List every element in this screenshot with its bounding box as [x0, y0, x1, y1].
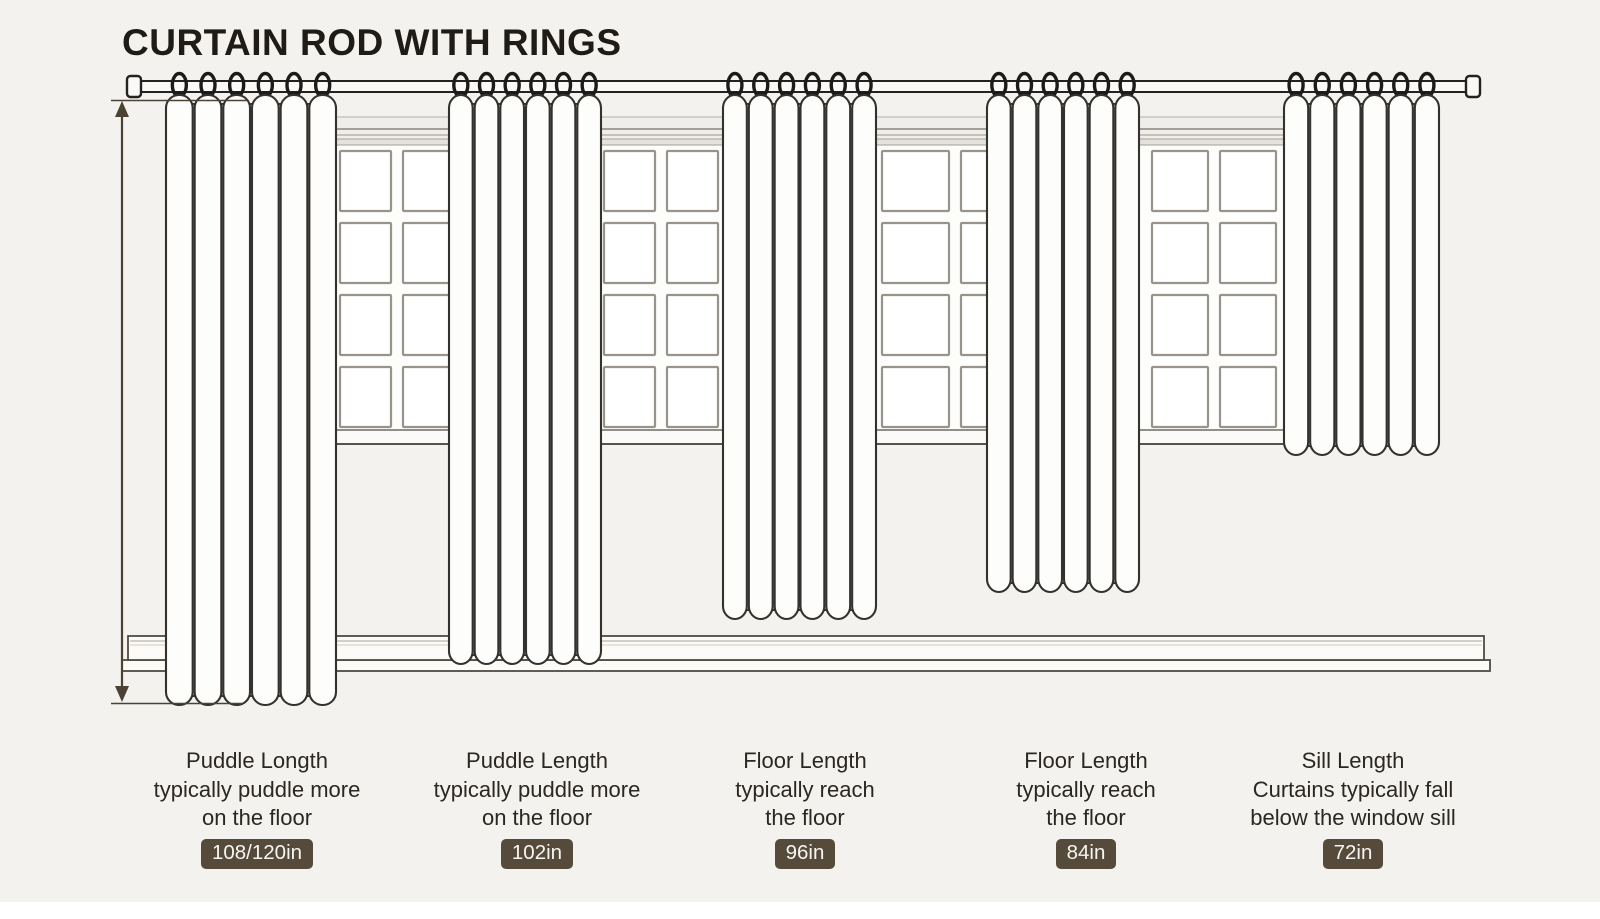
- label-line: typically reach: [1016, 776, 1156, 802]
- curtain-front-fold: [1389, 95, 1413, 455]
- curtain-front-fold: [723, 95, 747, 619]
- label-line: on the floor: [481, 805, 593, 830]
- page-title: CURTAIN ROD WITH RINGS: [122, 22, 622, 63]
- curtain-front-fold: [801, 95, 825, 619]
- window-pane: [882, 367, 949, 427]
- curtain-front-fold: [526, 95, 550, 664]
- label-sill-72: [1183, 747, 1523, 869]
- rod-bar: [140, 81, 1467, 92]
- curtain-front-fold: [166, 95, 193, 705]
- curtain-front-fold: [449, 95, 473, 664]
- curtain-front-fold: [552, 95, 576, 664]
- curtain-front-fold: [309, 95, 336, 705]
- curtain-front-fold: [223, 95, 250, 705]
- label-line: typically reach: [735, 776, 875, 802]
- label-line: Sill Length: [1301, 748, 1405, 773]
- curtain-front-fold: [987, 95, 1011, 592]
- curtain-front-fold: [1090, 95, 1114, 592]
- rod-cap-left: [127, 76, 141, 97]
- rod-cap-right: [1466, 76, 1480, 97]
- window-pane: [340, 151, 391, 211]
- window-pane: [604, 367, 655, 427]
- window-pane: [1220, 367, 1276, 427]
- curtain-front-fold: [1310, 95, 1334, 455]
- length-badge: 84in: [1056, 839, 1117, 869]
- label-line: on the floor: [201, 805, 313, 830]
- label-line: Puddle Length: [466, 748, 608, 773]
- window-pane: [403, 151, 454, 211]
- window-pane: [882, 223, 949, 283]
- curtain-front-fold: [852, 95, 876, 619]
- window-pane: [667, 151, 718, 211]
- label-line: typically puddle more: [153, 776, 361, 802]
- curtain-front-fold: [500, 95, 524, 664]
- label-line: the floor: [765, 805, 845, 830]
- curtain-front-fold: [1013, 95, 1037, 592]
- window-pane: [340, 295, 391, 355]
- label-line: Floor Length: [1024, 748, 1148, 773]
- label-line: Floor Length: [743, 748, 867, 773]
- curtain-panel-sill-72: [1284, 74, 1439, 456]
- window-pane: [1152, 223, 1208, 283]
- label-line: below the window sill: [1250, 805, 1456, 830]
- window-pane: [1152, 367, 1208, 427]
- curtain-panel-puddle-102: [449, 74, 601, 665]
- window-pane: [1152, 295, 1208, 355]
- length-badge: 102in: [501, 839, 573, 869]
- window-pane: [667, 367, 718, 427]
- curtain-panel-floor-84: [987, 74, 1139, 593]
- window-pane: [667, 223, 718, 283]
- curtain-front-fold: [1064, 95, 1088, 592]
- window-pane: [1220, 151, 1276, 211]
- curtain-front-fold: [281, 95, 308, 705]
- label-line: Curtains typically fall: [1252, 776, 1454, 802]
- window-pane: [604, 295, 655, 355]
- window-pane: [882, 151, 949, 211]
- window-pane: [1220, 223, 1276, 283]
- curtain-front-fold: [826, 95, 850, 619]
- curtain-front-fold: [1284, 95, 1308, 455]
- window-pane: [882, 295, 949, 355]
- window-pane: [403, 223, 454, 283]
- curtain-panel-floor-96: [723, 74, 876, 620]
- bottom-margin: [0, 902, 1600, 919]
- window-pane: [1152, 151, 1208, 211]
- curtain-front-fold: [577, 95, 601, 664]
- curtain-front-fold: [1115, 95, 1139, 592]
- curtain-front-fold: [1415, 95, 1439, 455]
- label-line: Puddle Longth: [186, 748, 328, 773]
- window-pane: [403, 367, 454, 427]
- window-pane: [403, 295, 454, 355]
- window-pane: [1220, 295, 1276, 355]
- window-pane: [340, 223, 391, 283]
- curtain-front-fold: [1336, 95, 1360, 455]
- curtain-front-fold: [1038, 95, 1062, 592]
- curtain-front-fold: [252, 95, 279, 705]
- length-badge: 72in: [1323, 839, 1384, 869]
- curtain-front-fold: [775, 95, 799, 619]
- window-pane: [340, 367, 391, 427]
- curtain-front-fold: [749, 95, 773, 619]
- arrow-down-icon: [115, 686, 129, 702]
- label-line: the floor: [1046, 805, 1126, 830]
- curtain-panel-puddle-108: [166, 74, 336, 706]
- label-line: typically puddle more: [433, 776, 641, 802]
- curtain-front-fold: [1363, 95, 1387, 455]
- arrow-up-icon: [115, 101, 129, 117]
- window-pane: [604, 223, 655, 283]
- length-badge: 108/120in: [201, 839, 313, 869]
- window-pane: [667, 295, 718, 355]
- curtain-front-fold: [475, 95, 499, 664]
- length-badge: 96in: [775, 839, 836, 869]
- curtain-front-fold: [195, 95, 222, 705]
- window-pane: [604, 151, 655, 211]
